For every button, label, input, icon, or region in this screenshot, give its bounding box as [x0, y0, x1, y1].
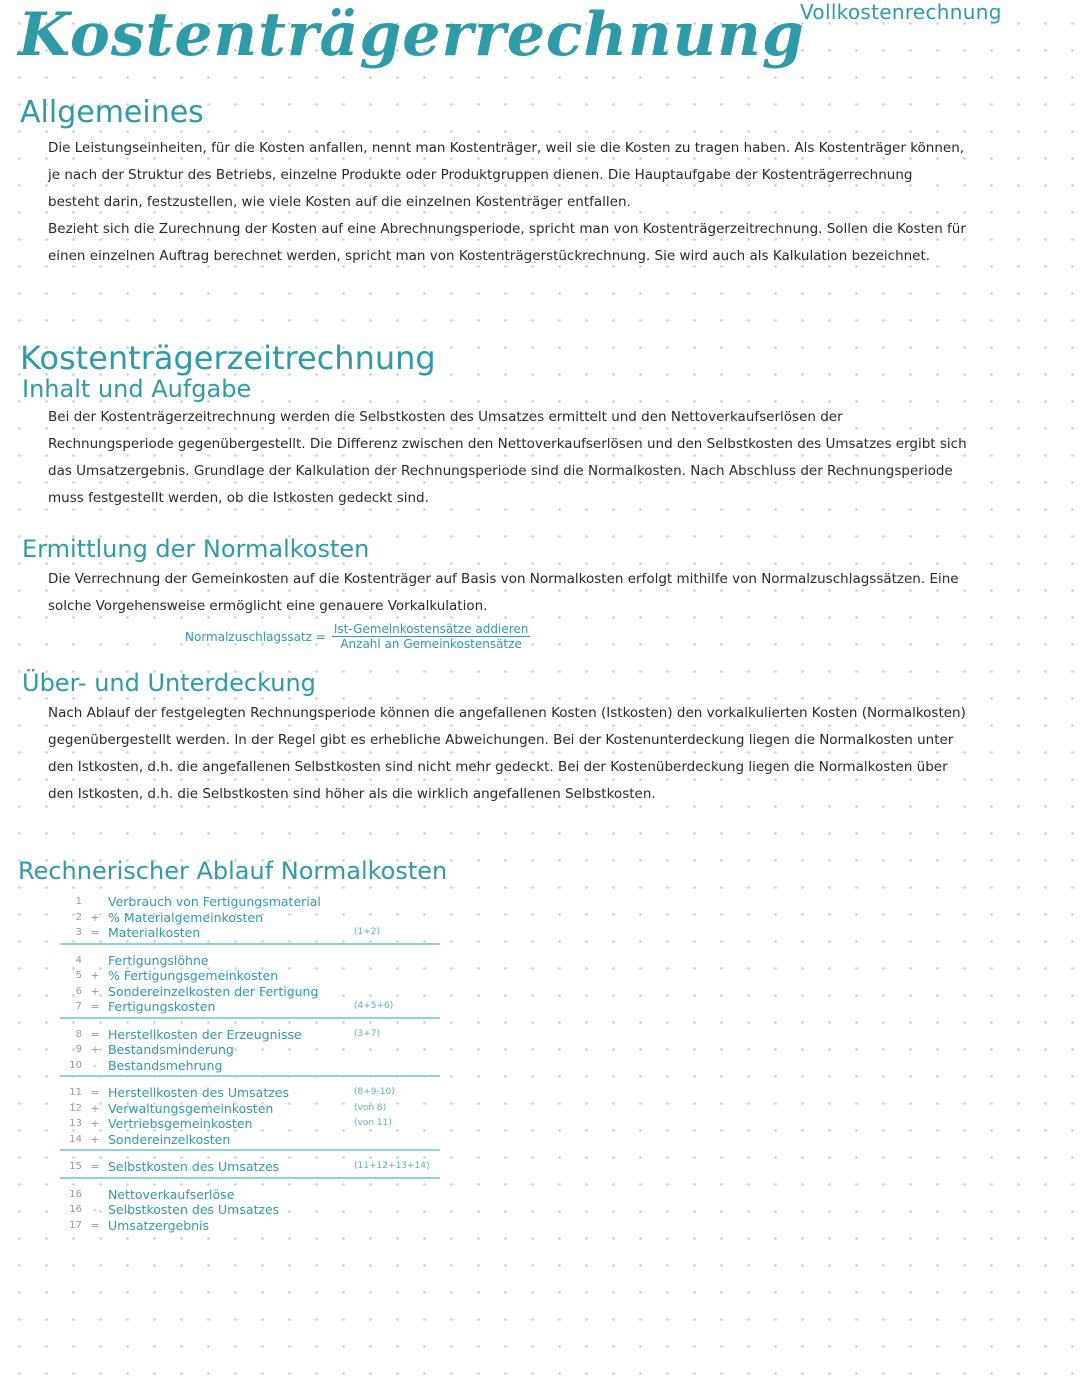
- calc-row-label: Umsatzergebnis: [108, 1217, 210, 1233]
- calc-row-operator: +: [90, 984, 100, 998]
- topic-label: Vollkostenrechnung: [800, 0, 1002, 24]
- calc-row-number: 16: [69, 1204, 82, 1215]
- calc-row-operator: =: [90, 1160, 100, 1173]
- calc-row-label: % Fertigungsgemeinkosten: [108, 968, 279, 983]
- calc-group: [60, 1085, 440, 1151]
- calc-row: [60, 1132, 440, 1148]
- heading-zeitrechnung: Kostenträgerzeitrechnung: [20, 339, 436, 377]
- calc-row-label: Selbstkosten des Umsatzes: [108, 1202, 280, 1217]
- calc-row: [60, 1202, 440, 1218]
- calc-row-label: Herstellkosten des Umsatzes: [108, 1085, 289, 1100]
- calc-row-reference: (4+5+6): [354, 1001, 394, 1011]
- allgemeines-paragraph-1: Die Leistungseinheiten, für die Kosten anfallen, nennt man Kostenträger, weil sie die Kosten zu tragen haben. Als Kostenträger können, je nach der Struktur des Betriebs, einzelne Produkte oder Produktgruppen dienen. Die Hauptaufgabe der Kostenträgerrechnung besteht darin, festzustellen, wie viele Kosten auf die einzelnen Kostenträger entfallen.: [48, 140, 965, 210]
- calc-row-label: Vertriebsgemeinkosten: [108, 1116, 253, 1131]
- calc-group: [60, 953, 440, 1019]
- normalkosten-text: [48, 566, 968, 620]
- calc-row-label: Fertigungslöhne: [108, 952, 209, 968]
- calc-row-number: 9: [75, 1044, 82, 1055]
- calc-row: [60, 894, 440, 910]
- calc-row-number: 7: [75, 1001, 82, 1012]
- calc-group: [60, 1187, 440, 1236]
- calc-row-reference: (8+9-10): [354, 1087, 395, 1097]
- calc-row-number: 6: [75, 985, 82, 997]
- calc-row-operator: -: [93, 1203, 97, 1216]
- calc-row-number: 14: [69, 1133, 82, 1145]
- calc-row-reference: (3+7): [354, 1028, 381, 1039]
- allgemeines-text: [48, 135, 968, 270]
- calc-row-operator: +: [90, 969, 100, 982]
- calc-row: [60, 984, 440, 1000]
- allgemeines-paragraph-2: Bezieht sich die Zurechnung der Kosten auf eine Abrechnungsperiode, spricht man von Kostenträgerzeitrechnung. Sollen die Kosten für einen einzelnen Auftrag berechnet werden, spricht man von Kostenträgerstückrechnung. Sie wird auch als Kalkulation bezeichnet.: [48, 221, 966, 264]
- subheading-inhalt: Inhalt und Aufgabe: [22, 375, 252, 403]
- calc-row-reference: (von 11): [354, 1118, 392, 1128]
- calc-row-number: 10: [69, 1059, 82, 1071]
- heading-ablauf: Rechnerischer Ablauf Normalkosten: [18, 857, 448, 885]
- calc-row-number: 1: [75, 896, 82, 907]
- calc-row-label: Verwaltungsgemeinkosten: [108, 1100, 274, 1116]
- calc-row: [60, 1042, 440, 1058]
- calc-row-label: Materialkosten: [108, 925, 201, 940]
- calc-row: [60, 925, 440, 941]
- calc-row-reference: (1+2): [354, 927, 381, 937]
- calc-row-operator: +: [90, 1117, 100, 1130]
- calc-row-label: Sondereinzelkosten der Fertigung: [108, 983, 319, 999]
- calc-row-operator: +: [90, 1043, 100, 1056]
- calc-row: [60, 1027, 440, 1043]
- calc-row-label: % Materialgemeinkosten: [108, 909, 263, 925]
- calc-row: [60, 910, 440, 926]
- calc-row-operator: =: [90, 926, 100, 939]
- calc-row: [60, 953, 440, 969]
- calc-row-reference: (11+12+13+14): [354, 1161, 430, 1171]
- page-title: Kostenträgerrechnung: [18, 0, 805, 70]
- calc-row-label: Nettoverkaufserlöse: [108, 1186, 235, 1202]
- calc-row: [60, 999, 440, 1015]
- calc-group: [60, 1159, 440, 1179]
- deckung-paragraph: Nach Ablauf der festgelegten Rechnungsperiode können die angefallenen Kosten (Istkosten) den vorkalkulierten Kosten (Normalkosten) gegenübergestellt werden. In der Regel gibt es erhebliche Abweichungen. Bei der Kostenunterdeckung liegen die Normalkosten unter den Istkosten, d.h. die angefallenen Selbstkosten sind nicht mehr gedeckt. Bei der Kostenüberdeckung liegen die Normalkosten über den Istkosten, d.h. die Selbstkosten sind höher als die wirklich angefallenen Selbstkosten.: [48, 705, 966, 802]
- calc-row-number: 15: [69, 1161, 82, 1172]
- calc-row-label: Herstellkosten der Erzeugnisse: [108, 1026, 302, 1042]
- heading-deckung: Über- und Unterdeckung: [22, 669, 316, 697]
- calc-row-number: 17: [69, 1219, 82, 1231]
- calc-row-reference: (von 8): [354, 1102, 387, 1113]
- calculation-scheme: [60, 894, 440, 1243]
- calc-row-label: Fertigungskosten: [108, 999, 216, 1014]
- calc-row-number: 5: [75, 970, 82, 981]
- calc-row-number: 2: [75, 911, 82, 923]
- calc-row: [60, 1187, 440, 1203]
- calc-row-number: 11: [69, 1087, 82, 1098]
- calc-row-label: Sondereinzelkosten: [108, 1131, 231, 1147]
- calc-row-operator: +: [90, 1132, 100, 1146]
- calc-row-number: 3: [75, 927, 82, 938]
- calc-row-operator: =: [90, 1218, 100, 1232]
- calc-row-label: Bestandsmehrung: [108, 1057, 223, 1073]
- calc-row-number: 8: [75, 1028, 82, 1040]
- calc-row: [60, 1159, 440, 1175]
- normalkosten-paragraph: Die Verrechnung der Gemeinkosten auf die Kostenträger auf Basis von Normalkosten erfolgt mithilfe von Normalzuschlagssätzen. Eine solche Vorgehensweise ermöglicht eine genauere Vorkalkulation.: [48, 571, 959, 614]
- heading-normalkosten: Ermittlung der Normalkosten: [22, 535, 370, 563]
- deckung-text: [48, 700, 968, 808]
- heading-allgemeines: Allgemeines: [20, 95, 204, 130]
- calc-row: [60, 968, 440, 984]
- calc-row: [60, 1116, 440, 1132]
- calc-row-operator: =: [90, 1086, 100, 1099]
- calc-row-operator: -: [93, 1058, 97, 1072]
- zeitrechnung-paragraph: Bei der Kostenträgerzeitrechnung werden die Selbstkosten des Umsatzes ermittelt und den Nettoverkaufserlösen der Rechnungsperiode gegenübergestellt. Die Differenz zwischen den Nettoverkaufserlösen und den Selbstkosten des Umsatzes ergibt sich das Umsatzergebnis. Grundlage der Kalkulation der Rechnungsperiode sind die Normalkosten. Nach Abschluss der Rechnungsperiode muss festgestellt werden, ob die Istkosten gedeckt sind.: [48, 409, 967, 506]
- calc-row-number: 13: [69, 1118, 82, 1129]
- formula-fraction: [332, 622, 531, 651]
- calc-row-label: Bestandsminderung: [108, 1042, 234, 1057]
- calc-group: [60, 894, 440, 945]
- formula-lhs: Normalzuschlagssatz =: [185, 629, 326, 644]
- calc-row-operator: =: [90, 1027, 100, 1041]
- calc-row: [60, 1085, 440, 1101]
- normalzuschlag-formula: [185, 622, 530, 651]
- calc-row-label: Verbrauch von Fertigungsmaterial: [108, 894, 321, 909]
- calc-row: [60, 1218, 440, 1234]
- formula-denominator: Anzahl an Gemeinkostensätze: [340, 637, 522, 651]
- formula-numerator: Ist-Gemeinkostensätze addieren: [333, 622, 529, 636]
- calc-row-operator: +: [90, 910, 100, 924]
- calc-group: [60, 1027, 440, 1078]
- calc-row-number: 16: [69, 1188, 82, 1200]
- calc-row-label: Selbstkosten des Umsatzes: [108, 1159, 280, 1174]
- calc-row-operator: =: [90, 1000, 100, 1013]
- calc-row-number: 12: [69, 1102, 82, 1114]
- calc-row-number: 4: [75, 954, 82, 966]
- zeitrechnung-text: [48, 404, 968, 512]
- calc-row: [60, 1058, 440, 1074]
- calc-row: [60, 1101, 440, 1117]
- calc-row-operator: +: [90, 1101, 100, 1115]
